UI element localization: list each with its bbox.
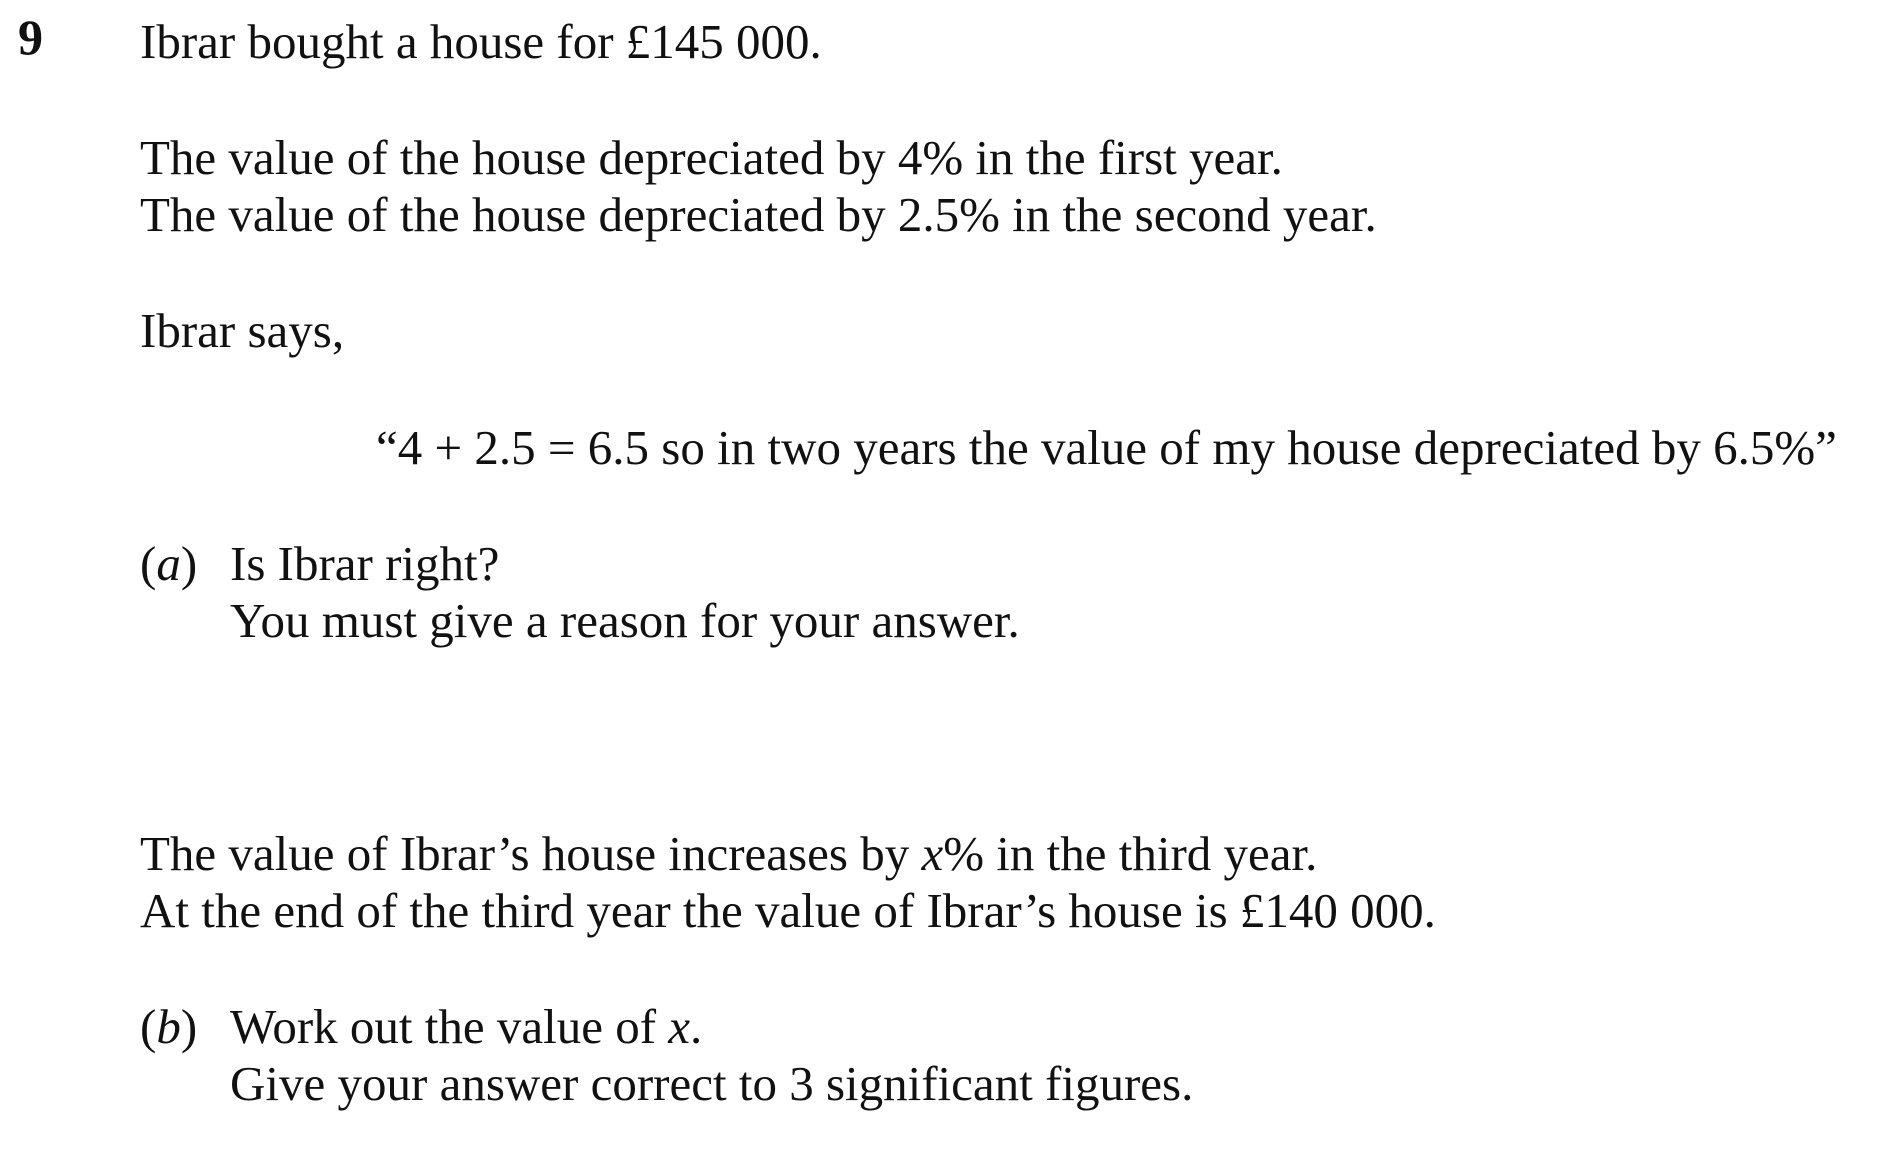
part-a-instruction: You must give a reason for your answer. (230, 593, 1020, 648)
part-b-question (230, 999, 703, 1054)
ibrar-quote: “4 + 2.5 = 6.5 so in two years the value of my house depreciated by 6.5%” (376, 420, 1837, 475)
part-b-label (140, 999, 198, 1054)
third-year-increase-text (140, 826, 1318, 881)
variable-x: x (921, 826, 944, 881)
variable-x-b: x (668, 999, 691, 1054)
depreciation-year1-text: The value of the house depreciated by 4% in the first year. (140, 130, 1283, 185)
part-b-instruction: Give your answer correct to 3 significant figures. (230, 1056, 1194, 1111)
part-b-label-letter: b (156, 999, 181, 1054)
part-a-label-close: ) (180, 536, 198, 591)
part-a-label-letter: a (156, 536, 181, 591)
question-intro: Ibrar bought a house for £145 000. (140, 14, 822, 69)
third-year-text-before: The value of Ibrar’s house increases by (140, 826, 922, 881)
part-b-label-open: ( (140, 999, 157, 1054)
says-intro-text: Ibrar says, (140, 303, 345, 358)
question-number: 9 (18, 9, 43, 65)
part-b-text-after: . (690, 999, 703, 1054)
part-a-label (140, 536, 198, 591)
part-a-label-open: ( (140, 536, 157, 591)
part-b-text-before: Work out the value of (230, 999, 669, 1054)
depreciation-year2-text: The value of the house depreciated by 2.5% in the second year. (140, 187, 1377, 242)
third-year-text-after: % in the third year. (943, 826, 1318, 881)
part-a-question: Is Ibrar right? (230, 536, 500, 591)
third-year-value-text: At the end of the third year the value of Ibrar’s house is £140 000. (140, 883, 1436, 938)
part-b-label-close: ) (180, 999, 198, 1054)
